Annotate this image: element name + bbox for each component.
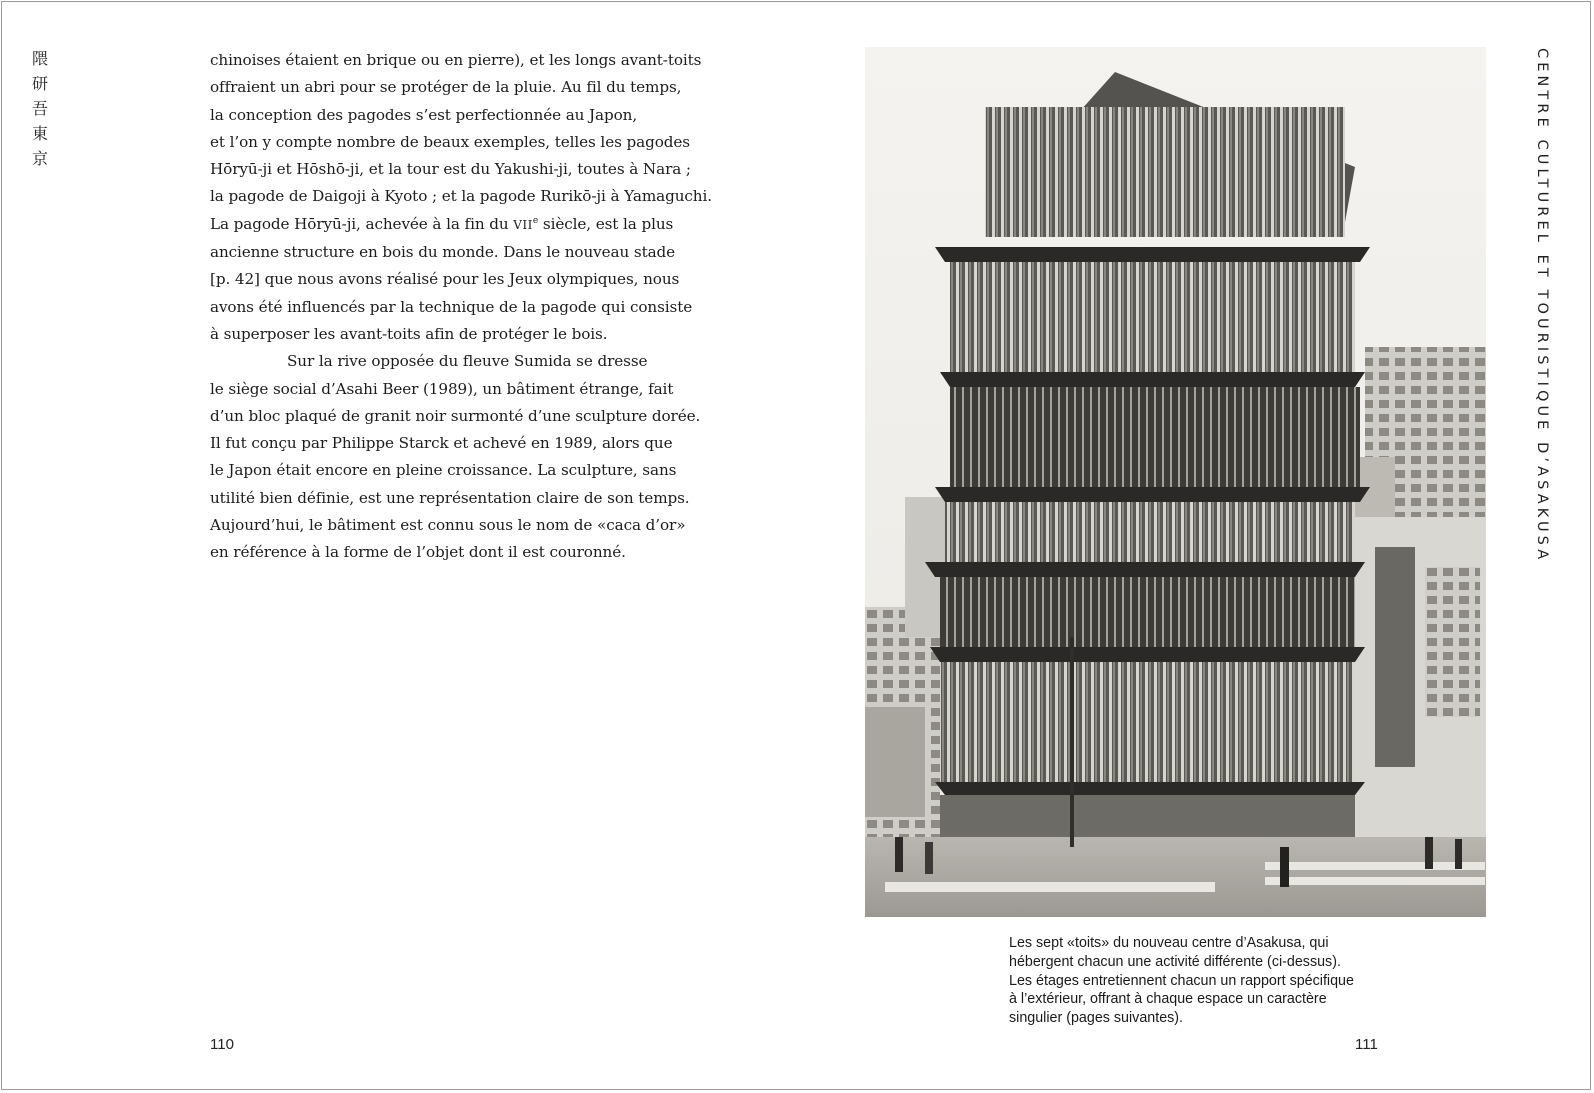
running-head: CENTRE CULTUREL ET TOURISTIQUE D’ASAKUSA [1534, 48, 1550, 564]
body-line-century [210, 211, 730, 239]
caption-line: Les étages entretiennent chacun un rapport spécifique [1009, 972, 1354, 989]
asakusa-building-illustration [865, 47, 1486, 917]
body-line: Hōryū-ji et Hōshō-ji, et la tour est du Yakushi-ji, toutes à Nara ; [210, 160, 691, 179]
body-line: offraient un abri pour se protéger de la pluie. Au fil du temps, [210, 78, 682, 97]
body-line: le siège social d’Asahi Beer (1989), un bâtiment étrange, fait [210, 379, 674, 398]
vertical-title-char: 隈 [31, 49, 48, 68]
page-number-left: 110 [210, 1036, 234, 1053]
body-line: la conception des pagodes s’est perfectionnée au Japon, [210, 105, 638, 124]
page-number-right: 111 [1355, 1036, 1378, 1053]
body-line: la pagode de Daigoji à Kyoto ; et la pagode Rurikō-ji à Yamaguchi. [210, 187, 712, 206]
body-line: d’un bloc plaqué de granit noir surmonté d’une sculpture dorée. [210, 406, 701, 425]
vertical-title [28, 46, 52, 171]
vertical-title-char: 吾 [31, 99, 48, 118]
body-line: ancienne structure en bois du monde. Dans le nouveau stade [210, 243, 676, 262]
body-line-indented: Sur la rive opposée du fleuve Sumida se dresse [287, 352, 648, 371]
century-superscript: e [532, 215, 539, 226]
caption-line: à l’extérieur, offrant à chaque espace un caractère [1009, 991, 1327, 1008]
body-line: chinoises étaient en brique ou en pierre), et les longs avant-toits [210, 51, 702, 69]
vertical-title-char: 京 [31, 149, 48, 168]
body-line: et l’on y compte nombre de beaux exemples, telles les pagodes [210, 132, 690, 151]
body-line: le Japon était encore en pleine croissance. La sculpture, sans [210, 461, 677, 480]
body-line-part: La pagode Hōryū-ji, achevée à la fin du [210, 214, 514, 233]
body-line: Aujourd’hui, le bâtiment est connu sous le nom de «caca d’or» [210, 516, 686, 535]
body-line: Il fut conçu par Philippe Starck et achevé en 1989, alors que [210, 434, 673, 453]
vertical-title-char: 研 [31, 74, 48, 93]
body-line: avons été influencés par la technique de la pagode qui consiste [210, 297, 693, 316]
caption-line: Les sept «toits» du nouveau centre d’Asakusa, qui [1009, 935, 1329, 951]
body-line: utilité bien définie, est une représentation claire de son temps. [210, 488, 690, 507]
body-line: [p. 42] que nous avons réalisé pour les Jeux olympiques, nous [210, 270, 680, 289]
century-numeral: VII [513, 217, 533, 232]
building-photo [865, 47, 1486, 917]
body-line-part: siècle, est la plus [538, 214, 674, 233]
caption-line: hébergent chacun une activité différente (ci-dessus). [1009, 953, 1341, 970]
vertical-title-char: 東 [31, 124, 48, 143]
body-line: à superposer les avant-toits afin de protéger le bois. [210, 324, 608, 343]
body-line: en référence à la forme de l’objet dont il est couronné. [210, 543, 626, 562]
photo-caption [1009, 934, 1409, 1028]
body-text [210, 47, 730, 567]
caption-line: singulier (pages suivantes). [1009, 1010, 1184, 1027]
